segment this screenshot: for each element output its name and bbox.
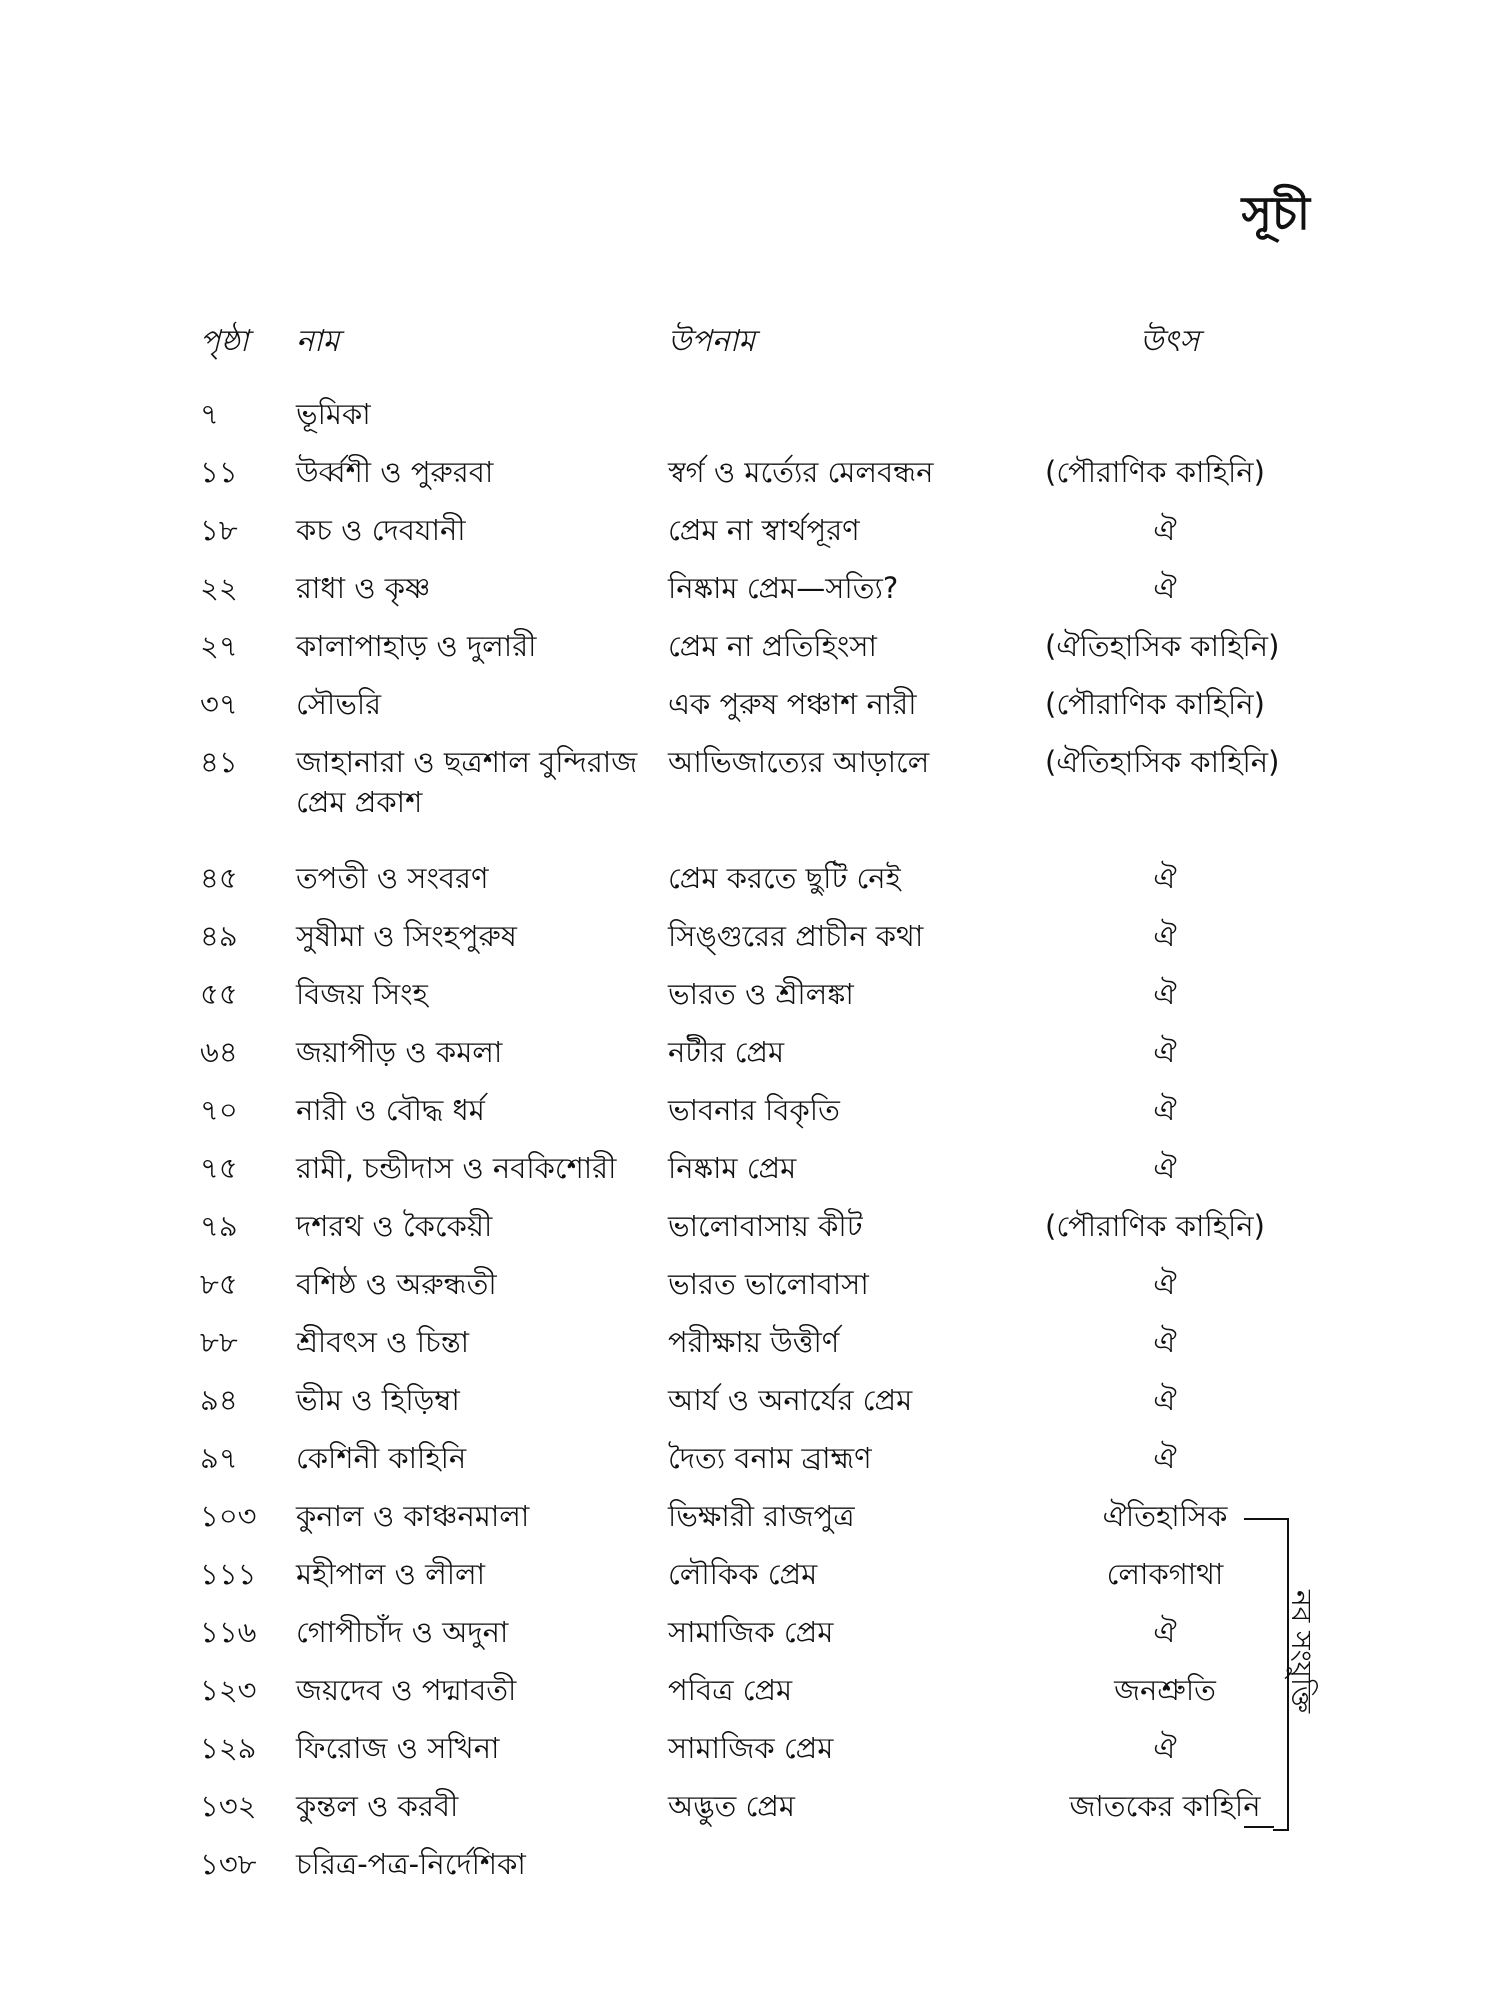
page-number: ১৩৮ bbox=[200, 1847, 257, 1881]
entry-alias: অদ্ভুত প্রেম bbox=[668, 1789, 795, 1823]
entry-alias: স্বর্গ ও মর্ত্যের মেলবন্ধন bbox=[668, 455, 934, 489]
page-number: ৮৮ bbox=[200, 1325, 238, 1359]
entry-source: ঐ bbox=[1153, 1615, 1177, 1649]
entry-alias: প্রেম না স্বার্থপূরণ bbox=[668, 513, 860, 547]
entry-name: সৌভরি bbox=[296, 687, 382, 721]
page-number: ১২৩ bbox=[200, 1673, 257, 1707]
table-row bbox=[0, 1320, 1500, 1364]
entry-source: ঐ bbox=[1153, 1325, 1177, 1359]
table-row bbox=[0, 914, 1500, 958]
entry-name: কচ ও দেবযানী bbox=[296, 513, 466, 547]
entry-alias: নটীর প্রেম bbox=[668, 1035, 785, 1069]
table-row bbox=[0, 1030, 1500, 1074]
page-number: ৫৫ bbox=[200, 977, 238, 1011]
table-row bbox=[0, 1262, 1500, 1306]
table-row bbox=[0, 1378, 1500, 1422]
page-number: ১৮ bbox=[200, 513, 238, 547]
entry-name: শ্রীবৎস ও চিন্তা bbox=[296, 1325, 470, 1359]
entry-alias: লৌকিক প্রেম bbox=[668, 1557, 818, 1591]
entry-source: ঐ bbox=[1153, 1035, 1177, 1069]
entry-name: কালাপাহাড় ও দুলারী bbox=[296, 629, 537, 663]
entry-source: ঐ bbox=[1153, 977, 1177, 1011]
page-number: ৭ bbox=[200, 397, 219, 431]
entry-name: চরিত্র-পত্র-নির্দেশিকা bbox=[296, 1847, 526, 1881]
table-row bbox=[0, 392, 1500, 436]
table-row bbox=[0, 856, 1500, 900]
page-number: ১১১ bbox=[200, 1557, 257, 1591]
entry-name: কুন্তল ও করবী bbox=[296, 1789, 459, 1823]
entry-name: ভূমিকা bbox=[296, 397, 371, 431]
entry-name: নারী ও বৌদ্ধ ধর্ম bbox=[296, 1093, 485, 1127]
entry-alias: ভাবনার বিকৃতি bbox=[668, 1093, 840, 1127]
entry-alias: দৈত্য বনাম ব্রাহ্মণ bbox=[668, 1441, 872, 1475]
entry-name: তপতী ও সংবরণ bbox=[296, 861, 489, 895]
new-additions-label: নব সংযুক্তি bbox=[1285, 1590, 1318, 1714]
table-row bbox=[0, 1842, 1500, 1886]
table-row bbox=[0, 682, 1500, 726]
entry-source: (ঐতিহাসিক কাহিনি) bbox=[1045, 745, 1280, 779]
entry-alias: আর্য ও অনার্যের প্রেম bbox=[668, 1383, 913, 1417]
entry-name: জাহানারা ও ছত্রশাল বুন্দিরাজ bbox=[296, 745, 638, 779]
page-number: ৯৪ bbox=[200, 1383, 238, 1417]
entry-name: জয়াপীড় ও কমলা bbox=[296, 1035, 503, 1069]
entry-source: জনশ্রুতি bbox=[1114, 1673, 1216, 1707]
entry-alias: ভারত ও শ্রীলঙ্কা bbox=[668, 977, 854, 1011]
entry-alias: পরীক্ষায় উত্তীর্ণ bbox=[668, 1325, 840, 1359]
page-number: ৭৫ bbox=[200, 1151, 238, 1185]
entry-source: (পৌরাণিক কাহিনি) bbox=[1045, 1209, 1265, 1243]
entry-source: ঐ bbox=[1153, 1731, 1177, 1765]
bracket-tick bbox=[1244, 1518, 1274, 1520]
table-row bbox=[0, 972, 1500, 1016]
entry-name: গোপীচাঁদ ও অদুনা bbox=[296, 1615, 509, 1649]
page-number: ১৩২ bbox=[200, 1789, 257, 1823]
entry-name: ফিরোজ ও সখিনা bbox=[296, 1731, 500, 1765]
entry-alias: সামাজিক প্রেম bbox=[668, 1731, 834, 1765]
entry-alias: পবিত্র প্রেম bbox=[668, 1673, 793, 1707]
page-number: ৬৪ bbox=[200, 1035, 238, 1069]
entry-source: ঐ bbox=[1153, 1151, 1177, 1185]
entry-alias: ভারত ভালোবাসা bbox=[668, 1267, 869, 1301]
table-row bbox=[0, 1146, 1500, 1190]
entry-alias: আভিজাত্যের আড়ালে bbox=[668, 745, 930, 779]
bracket-tick bbox=[1244, 1826, 1274, 1828]
entry-source: (ঐতিহাসিক কাহিনি) bbox=[1045, 629, 1280, 663]
header-source: উৎস bbox=[1140, 324, 1200, 359]
page-number: ৭৯ bbox=[200, 1209, 238, 1243]
entry-alias: প্রেম না প্রতিহিংসা bbox=[668, 629, 877, 663]
entry-name-continued: প্রেম প্রকাশ bbox=[296, 785, 423, 819]
table-row bbox=[0, 1204, 1500, 1248]
entry-source: ঐ bbox=[1153, 1267, 1177, 1301]
entry-alias: সিঙ্গুরের প্রাচীন কথা bbox=[668, 919, 924, 953]
entry-alias: এক পুরুষ পঞ্চাশ নারী bbox=[668, 687, 917, 721]
header-name: নাম bbox=[296, 324, 340, 359]
entry-alias: ভালোবাসায় কীট bbox=[668, 1209, 863, 1243]
entry-name: দশরথ ও কৈকেয়ী bbox=[296, 1209, 493, 1243]
entry-source: (পৌরাণিক কাহিনি) bbox=[1045, 687, 1265, 721]
page-number: ৭০ bbox=[200, 1093, 238, 1127]
entry-source: ঐ bbox=[1153, 1441, 1177, 1475]
page-number: ৩৭ bbox=[200, 687, 238, 721]
header-alias: উপনাম bbox=[668, 324, 755, 359]
header-page: পৃষ্ঠা bbox=[200, 324, 249, 359]
entry-source: ঐ bbox=[1153, 1093, 1177, 1127]
entry-alias: নিষ্কাম প্রেম—সত্যি? bbox=[668, 571, 899, 605]
entry-source: ঐ bbox=[1153, 861, 1177, 895]
table-row bbox=[0, 740, 1500, 819]
entry-name: রাধা ও কৃষ্ণ bbox=[296, 571, 431, 605]
entry-name: ভীম ও হিড়িম্বা bbox=[296, 1383, 460, 1417]
page-number: ৪৯ bbox=[200, 919, 238, 953]
table-row bbox=[0, 624, 1500, 668]
entry-source: ঐতিহাসিক bbox=[1102, 1499, 1228, 1533]
entry-source: ঐ bbox=[1153, 1383, 1177, 1417]
entry-source: ঐ bbox=[1153, 513, 1177, 547]
entry-alias: সামাজিক প্রেম bbox=[668, 1615, 834, 1649]
page-number: ৮৫ bbox=[200, 1267, 238, 1301]
entry-name: কেশিনী কাহিনি bbox=[296, 1441, 467, 1475]
page-number: ৯৭ bbox=[200, 1441, 238, 1475]
entry-alias: প্রেম করতে ছুটি নেই bbox=[668, 861, 901, 895]
table-row bbox=[0, 566, 1500, 610]
page-number: ১০৩ bbox=[200, 1499, 257, 1533]
entry-name: মহীপাল ও লীলা bbox=[296, 1557, 486, 1591]
entry-name: বশিষ্ঠ ও অরুন্ধতী bbox=[296, 1267, 497, 1301]
page-number: ১১ bbox=[200, 455, 238, 489]
page-number: ৪৫ bbox=[200, 861, 238, 895]
entry-name: সুষীমা ও সিংহপুরুষ bbox=[296, 919, 517, 953]
entry-name: জয়দেব ও পদ্মাবতী bbox=[296, 1673, 517, 1707]
entry-name: উর্ব্বশী ও পুরুরবা bbox=[296, 455, 494, 489]
entry-source: ঐ bbox=[1153, 919, 1177, 953]
entry-alias: নিষ্কাম প্রেম bbox=[668, 1151, 797, 1185]
table-row bbox=[0, 1436, 1500, 1480]
table-row bbox=[0, 450, 1500, 494]
entry-name: বিজয় সিংহ bbox=[296, 977, 428, 1011]
entry-source: (পৌরাণিক কাহিনি) bbox=[1045, 455, 1265, 489]
page-number: ১১৬ bbox=[200, 1615, 257, 1649]
page-number: ২২ bbox=[200, 571, 238, 605]
entry-alias: ভিক্ষারী রাজপুত্র bbox=[668, 1499, 855, 1533]
entry-name: রামী, চন্ডীদাস ও নবকিশোরী bbox=[296, 1151, 617, 1185]
entry-source: লোকগাথা bbox=[1106, 1557, 1224, 1591]
table-row bbox=[0, 1088, 1500, 1132]
page-title: সূচী bbox=[1241, 186, 1310, 240]
page-number: ১২৯ bbox=[200, 1731, 257, 1765]
entry-name: কুনাল ও কাঞ্চনমালা bbox=[296, 1499, 530, 1533]
entry-source: জাতকের কাহিনি bbox=[1069, 1789, 1261, 1823]
entry-source: ঐ bbox=[1153, 571, 1177, 605]
page-number: ২৭ bbox=[200, 629, 238, 663]
page-number: ৪১ bbox=[200, 745, 238, 779]
table-row bbox=[0, 508, 1500, 552]
